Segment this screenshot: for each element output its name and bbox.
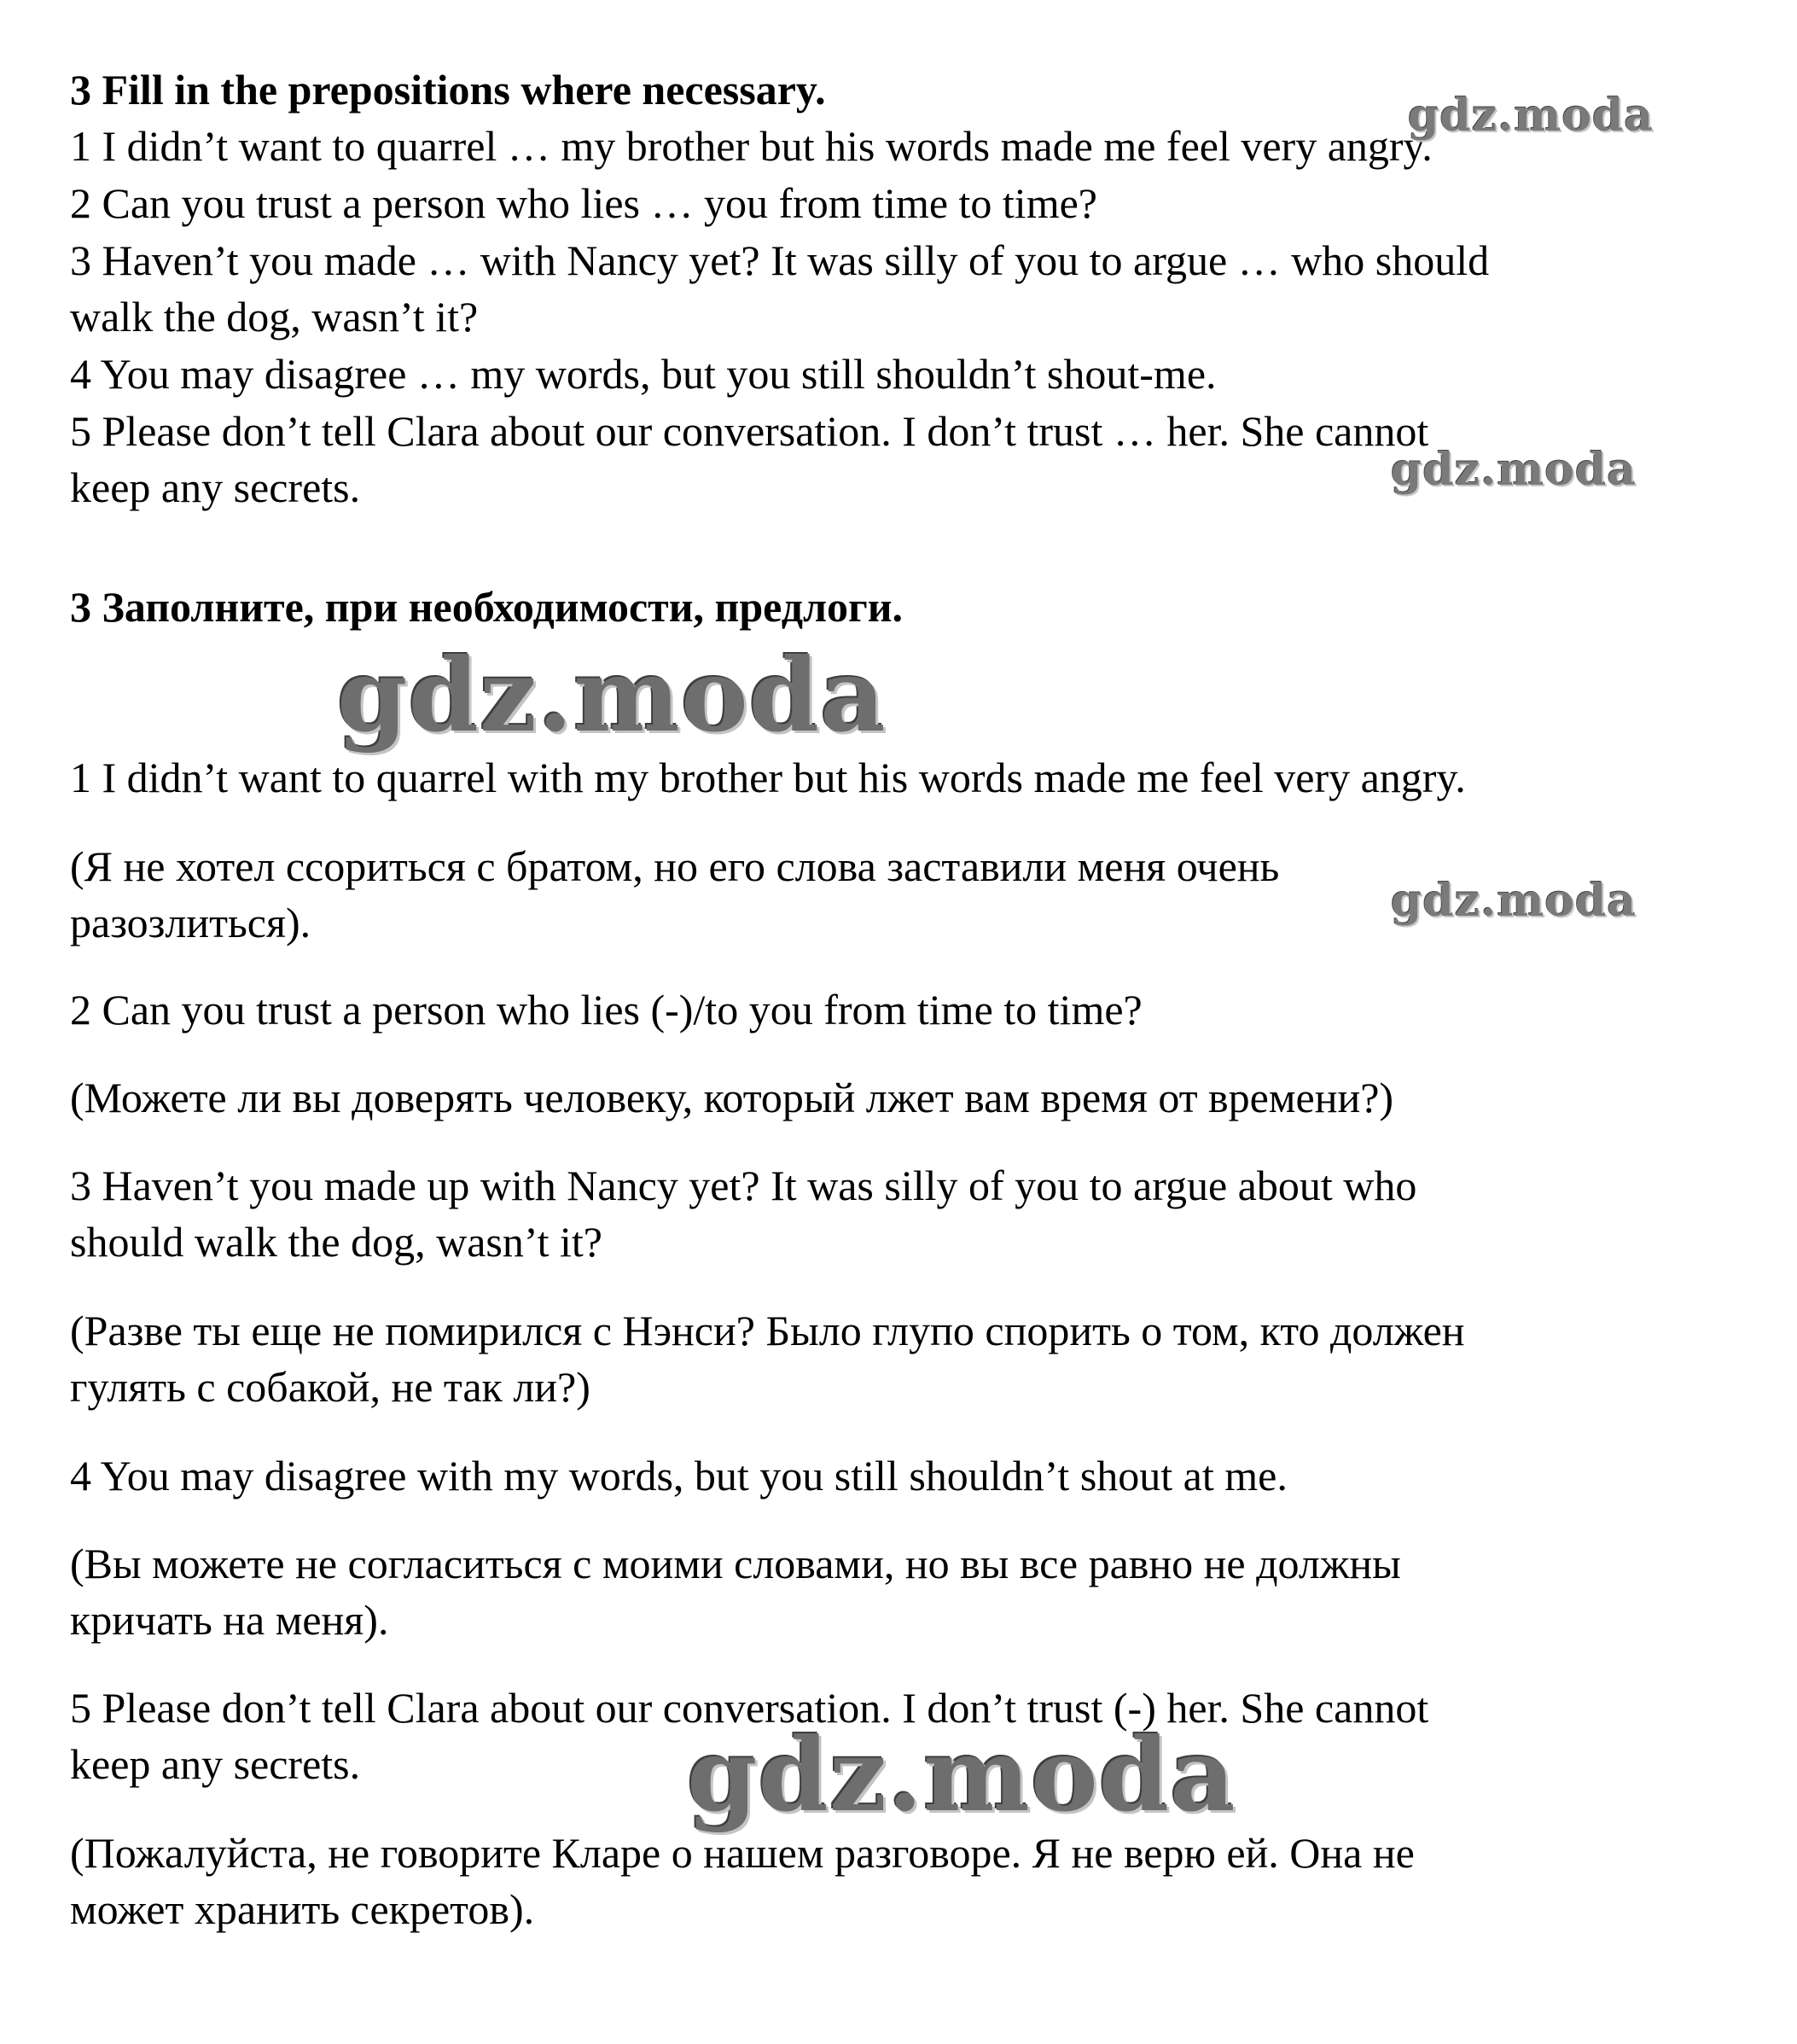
watermark-logo: gdz.moda: [337, 636, 887, 754]
task-line-5: 5 Please don’t tell Clara about our conversation. I don’t trust … her. She cannot: [70, 407, 1429, 455]
task-line-3-cont: walk the dog, wasn’t it?: [70, 293, 479, 341]
task-heading: 3 Fill in the prepositions where necessary.: [70, 66, 826, 114]
watermark-logo: gdz.moda: [1391, 875, 1637, 927]
translation-4: (Вы можете не согласиться с моими словами, но вы все равно не должны: [70, 1540, 1401, 1587]
translation-1-cont: разозлиться).: [70, 899, 311, 946]
translation-5: (Пожалуйста, не говорите Кларе о нашем разговоре. Я не верю ей. Она не: [70, 1829, 1415, 1877]
answer-1: 1 I didn’t want to quarrel with my brother but his words made me feel very angry.: [70, 754, 1466, 801]
answer-2: 2 Can you trust a person who lies (-)/to you from time to time?: [70, 986, 1143, 1034]
answer-3-cont: should walk the dog, wasn’t it?: [70, 1218, 602, 1266]
answer-5: 5 Please don’t tell Clara about our conversation. I don’t trust (-) her. She cannot: [70, 1684, 1429, 1732]
answer-3: 3 Haven’t you made up with Nancy yet? It was silly of you to argue about who: [70, 1162, 1417, 1209]
task-line-5-cont: keep any secrets.: [70, 463, 361, 511]
task-line-1: 1 I didn’t want to quarrel … my brother but his words made me feel very angry.: [70, 122, 1433, 170]
watermark-logo: gdz.moda: [1408, 90, 1655, 142]
task-line-3: 3 Haven’t you made … with Nancy yet? It was silly of you to argue … who should: [70, 236, 1490, 284]
translation-1: (Я не хотел ссориться с братом, но его слова заставили меня очень: [70, 842, 1280, 890]
translation-3-cont: гулять с собакой, не так ли?): [70, 1363, 590, 1411]
answer-5-cont: keep any secrets.: [70, 1740, 361, 1788]
translation-5-cont: может хранить секретов).: [70, 1885, 535, 1933]
watermark-logo: gdz.moda: [1391, 444, 1637, 496]
task-line-2: 2 Can you trust a person who lies … you from time to time?: [70, 179, 1097, 227]
task-line-4: 4 You may disagree … my words, but you still shouldn’t shout-me.: [70, 350, 1217, 398]
translation-4-cont: кричать на меня).: [70, 1596, 389, 1644]
answers-heading: 3 Заполните, при необходимости, предлоги.: [70, 583, 904, 631]
answer-4: 4 You may disagree with my words, but you still shouldn’t shout at me.: [70, 1452, 1288, 1500]
translation-3: (Разве ты еще не помирился с Нэнси? Было глупо спорить о том, кто должен: [70, 1307, 1465, 1354]
watermark-logo: gdz.moda: [687, 1715, 1236, 1834]
translation-2: (Можете ли вы доверять человеку, который лжет вам время от времени?): [70, 1074, 1394, 1121]
